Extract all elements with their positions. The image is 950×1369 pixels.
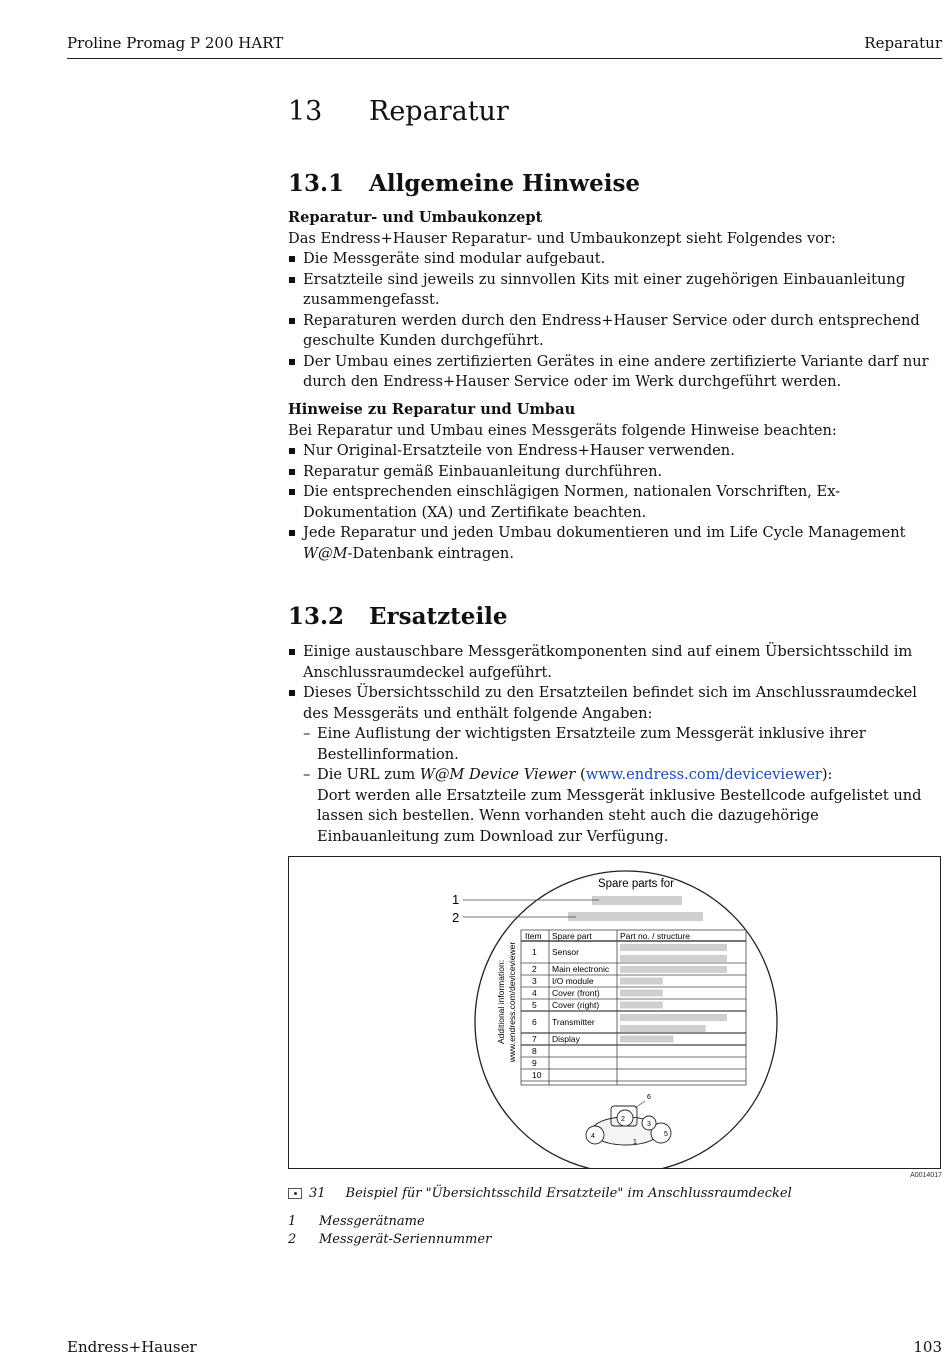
table-header-item: Item (525, 931, 542, 941)
part-number-field (620, 1002, 663, 1009)
repair-concept-block (288, 208, 944, 393)
spare-parts-figure (288, 856, 941, 1169)
part-number-field (620, 955, 727, 962)
figure-caption (288, 1186, 792, 1201)
bullet-list (288, 441, 944, 564)
item-text: Jede Reparatur und jeden Umbau dokumentieren und im Life Cycle Management (303, 524, 906, 541)
legend-text: Messgerätname (319, 1214, 425, 1229)
paragraph-intro: Bei Reparatur und Umbau eines Messgeräts folgende Hinweise beachten: (288, 421, 837, 439)
serial-number-field (568, 912, 703, 921)
part-number-field (620, 990, 663, 997)
device-name-field (592, 896, 682, 905)
part-number-field (620, 944, 727, 951)
callout-1: 1 (452, 892, 460, 907)
table-header-spare-part: Spare part (552, 931, 592, 941)
figure-number: 31 (309, 1186, 326, 1201)
table-cell-item: 5 (532, 1000, 537, 1010)
section-number: 13.2 (288, 603, 345, 630)
list-item: Nur Original-Ersatzteile von Endress+Hauser verwenden. (288, 441, 944, 462)
part-number-field (620, 966, 727, 973)
table-cell-item: 9 (532, 1058, 537, 1068)
paragraph-intro: Das Endress+Hauser Reparatur- und Umbaukonzept sieht Folgendes vor: (288, 229, 836, 247)
spare-parts-plate-drawing (289, 857, 940, 1168)
list-item: Einige austauschbare Messgerätkomponenten sind auf einem Übersichtsschild im Anschlussraumdeckel aufgeführt. (288, 642, 944, 683)
table-cell-part: Sensor (552, 947, 579, 957)
running-header-product: Proline Promag P 200 HART (67, 34, 284, 52)
chapter-title: Reparatur (369, 96, 509, 127)
list-item: Reparaturen werden durch den Endress+Hauser Service oder durch entsprechend geschulte Kunden durchgeführt. (288, 311, 944, 352)
section-title: Allgemeine Hinweise (369, 170, 641, 197)
legend-text: Messgerät-Seriennummer (319, 1232, 492, 1247)
table-cell-item: 7 (532, 1034, 537, 1044)
table-cell-item: 10 (532, 1070, 542, 1080)
repair-notes-block (288, 400, 944, 564)
legend-row (288, 1231, 491, 1249)
part-number-field (620, 1025, 706, 1032)
bullet-list (288, 249, 944, 393)
chapter-number: 13 (288, 96, 323, 127)
footer-company: Endress+Hauser (67, 1338, 197, 1356)
figure-id: A0014017 (910, 1172, 942, 1179)
item-text: -Datenbank eintragen. (347, 544, 514, 562)
list-item (288, 683, 944, 847)
table-cell-item: 3 (532, 976, 537, 986)
table-cell-part: Cover (right) (552, 1000, 600, 1010)
chapter-heading (288, 96, 509, 127)
plate-title: Spare parts for (597, 878, 675, 890)
page-number: 103 (913, 1338, 942, 1356)
item-text: ( (575, 766, 586, 783)
dash-item: – Eine Auflistung der wichtigsten Ersatzteile zum Messgerät inklusive ihrer Bestellinformation. (303, 724, 944, 765)
wm-term: W@M (303, 544, 348, 562)
table-cell-item: 6 (532, 1017, 537, 1027)
part-number-field (620, 1014, 727, 1021)
table-cell-item: 4 (532, 988, 537, 998)
device-label-1: 1 (633, 1139, 637, 1146)
figure-icon (288, 1188, 302, 1199)
list-item: Die Messgeräte sind modular aufgebaut. (288, 249, 944, 270)
item-text: Die URL zum (317, 766, 420, 783)
section-heading-general (288, 170, 640, 197)
device-label-3: 3 (647, 1121, 651, 1128)
table-cell-item: 8 (532, 1046, 537, 1056)
section-title: Ersatzteile (369, 603, 508, 630)
item-text: Dort werden alle Ersatzteile zum Messgerät inklusive Bestellcode aufgelistet und lassen sich bestellen. Wenn vorhanden steht auch die dazugehörige Einbauanleitung zum Download zur Verfügung. (317, 786, 922, 845)
subheading-repair-concept: Reparatur- und Umbaukonzept (288, 209, 543, 226)
bullet-list (288, 642, 944, 847)
device-label-4: 4 (591, 1133, 595, 1140)
device-label-2: 2 (621, 1116, 625, 1123)
table-cell-item: 2 (532, 964, 537, 974)
item-text: Dieses Übersichtsschild zu den Ersatzteilen befindet sich im Anschlussraumdeckel des Messgeräts und enthält folgende Angaben: (303, 684, 917, 722)
device-label-6: 6 (647, 1094, 651, 1101)
part-number-field (620, 978, 663, 985)
table-header-part-no: Part no. / structure (620, 931, 690, 941)
table-cell-part: I/O module (552, 976, 594, 986)
running-header-chapter: Reparatur (864, 34, 942, 52)
section-number: 13.1 (288, 170, 345, 197)
table-cell-part: Transmitter (552, 1017, 595, 1027)
legend-row (288, 1213, 491, 1231)
list-item (288, 523, 944, 564)
electronic-part (617, 1110, 633, 1126)
table-cell-item: 1 (532, 947, 537, 957)
parts-table (521, 930, 746, 1085)
device-viewer-link[interactable]: www.endress.com/deviceviewer (585, 766, 822, 783)
table-cell-part: Cover (front) (552, 988, 600, 998)
list-item: Ersatzteile sind jeweils zu sinnvollen Kits mit einer zugehörigen Einbauanleitung zusammengefasst. (288, 270, 944, 311)
dash-item (303, 765, 944, 847)
callout-2: 2 (452, 910, 460, 925)
spare-parts-block (288, 642, 944, 847)
figure-legend (288, 1213, 491, 1249)
section-heading-spare-parts (288, 603, 508, 630)
item-text: ): (821, 766, 833, 783)
list-item: Reparatur gemäß Einbauanleitung durchführen. (288, 462, 944, 483)
side-text-line-2: www.endress.com/deviceviewer (507, 941, 517, 1063)
part-number-field (620, 1036, 674, 1043)
legend-key: 2 (288, 1232, 297, 1247)
figure-caption-text: Beispiel für "Übersichtsschild Ersatzteile" im Anschlussraumdeckel (345, 1186, 792, 1201)
header-divider (67, 58, 942, 59)
list-item: Die entsprechenden einschlägigen Normen, nationalen Vorschriften, Ex-Dokumentation (XA) und Zertifikate beachten. (288, 482, 944, 523)
list-item: Der Umbau eines zertifizierten Gerätes in eine andere zertifizierte Variante darf nur durch den Endress+Hauser Service oder im Werk durchgeführt werden. (288, 352, 944, 393)
legend-key: 1 (288, 1214, 297, 1229)
device-label-5: 5 (664, 1131, 668, 1138)
table-cell-part: Display (552, 1034, 580, 1044)
subheading-repair-notes: Hinweise zu Reparatur und Umbau (288, 401, 576, 418)
table-cell-part: Main electronic (552, 964, 610, 974)
dash-list (303, 724, 944, 847)
device-viewer-term: W@M Device Viewer (419, 766, 576, 783)
cover-front-part (586, 1126, 604, 1144)
side-text-line-1: Additional information: (496, 959, 506, 1045)
